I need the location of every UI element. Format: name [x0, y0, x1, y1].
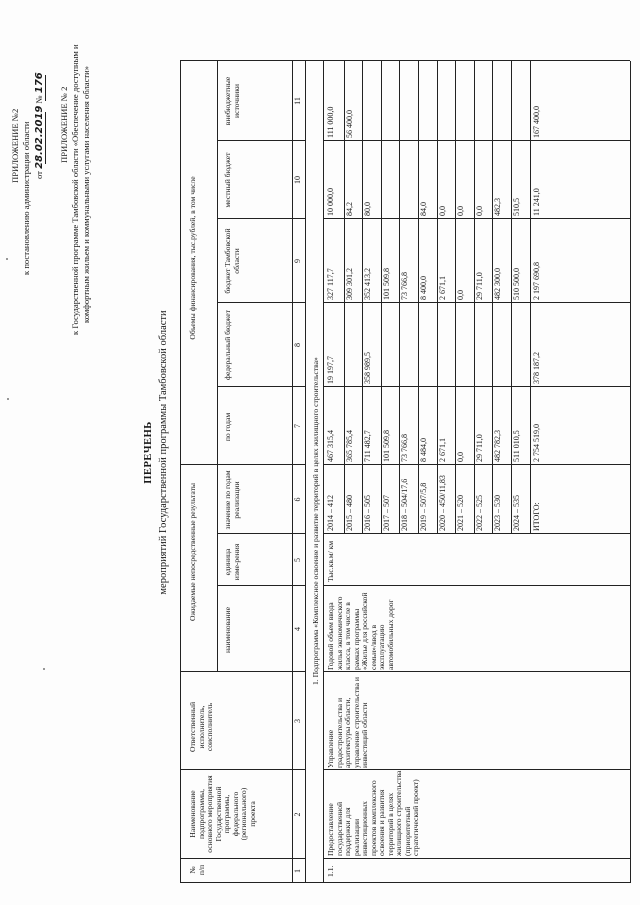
- row-year-value: 2019 – 507/5,8: [419, 482, 428, 531]
- grid-vline: [180, 464, 305, 465]
- fin-local-value: 84,2: [344, 202, 354, 216]
- grid-vline: [323, 218, 630, 219]
- grid-hline: [399, 61, 400, 534]
- itogo-label: ИТОГО:: [531, 502, 541, 531]
- grid-vline: [323, 302, 630, 303]
- fin-federal-value: 358 989,5: [363, 352, 373, 384]
- fin-regional-value: 73 766,8: [400, 272, 410, 300]
- row-result-unit: Тыс.кв.м/ км: [326, 540, 335, 582]
- row-result-name: Годовой объем ввода жилья экономического класса, в том числе в рамках программы «Жилье для российской семьи»/ввод в эксплуатацию автомобильных дорог: [326, 592, 395, 670]
- handwritten-number: 176: [34, 72, 45, 94]
- appendix-2-line2: к постановлению администрации области: [21, 121, 31, 275]
- col-fin-fed-header: федеральный бюджет: [223, 310, 232, 380]
- grid-hline: [323, 61, 324, 883]
- fin-local-value: 80,0: [363, 202, 373, 216]
- grid-hline: [437, 61, 438, 534]
- appendix-2-line1: ПРИЛОЖЕНИЕ №2: [10, 108, 20, 183]
- column-number: 9: [293, 259, 302, 263]
- fin-local-value: 482,3: [493, 198, 503, 216]
- col-fin-loc-header: местный бюджет: [223, 152, 232, 208]
- itogo-local: 11 241,0: [531, 188, 541, 216]
- itogo-total: 2 754 519,0: [531, 424, 541, 462]
- grid-right: [180, 60, 630, 61]
- grid-vline: [323, 386, 630, 387]
- col-fin-ext-header: внебюджетные источники: [223, 76, 241, 126]
- appendix-2-line3: от 28.02.2019 № 176: [34, 72, 45, 179]
- grid-vline: [180, 769, 305, 770]
- fin-total-value: 73 766,8: [400, 434, 410, 462]
- col-fin-reg-header: бюджет Тамбовской области: [223, 228, 241, 294]
- fin-local-value: 510,5: [512, 198, 521, 216]
- appendix-line1: ПРИЛОЖЕНИЕ № 2: [59, 86, 69, 163]
- column-number: 5: [293, 558, 302, 562]
- document-title: ПЕРЕЧЕНЬ: [143, 421, 154, 484]
- col-name-header: Наименование подпрограммы, основного мероприятия Государственной программы, федерального (регионального) проекта: [188, 775, 257, 853]
- grid-vline: [323, 140, 630, 141]
- col-results-header: Ожидаемые непосредственные результаты: [188, 483, 197, 621]
- col-res-value-header: значение по годам реализации: [223, 470, 241, 530]
- grid-hline: [305, 61, 306, 883]
- fin-total-value: 101 509,8: [381, 430, 391, 462]
- fin-regional-value: 309 301,2: [344, 268, 354, 300]
- fin-regional-value: 101 509,8: [381, 268, 391, 300]
- fin-local-value: 84,0: [419, 202, 428, 216]
- subprogram-title: 1. Подпрограмма «Комплексное освоение и развитие территорий в целях жилищного строительства»: [311, 357, 320, 685]
- row-year-value: 2014 – 412: [326, 495, 335, 531]
- row-year-value: 2018 – 504/17,6: [400, 478, 410, 531]
- fin-regional-value: 2 671,1: [437, 276, 447, 300]
- fin-external-value: 56 400,0: [344, 110, 354, 138]
- itogo-federal: 378 187,2: [531, 352, 541, 384]
- fin-external-value: 111 000,0: [326, 106, 335, 138]
- row-year-value: 2015 – 480: [344, 495, 354, 531]
- appendix-line3: комфортным жильем и коммунальными услугами населения области»: [81, 65, 91, 323]
- fin-local-value: 0,0: [456, 206, 466, 216]
- grid-vline: [323, 585, 630, 586]
- grid-vline: [323, 533, 630, 534]
- grid-vline: [323, 769, 630, 770]
- date-underline: [45, 112, 46, 164]
- appendix-line2: к Государственной программе Тамбовской области «Обеспечение доступным и: [70, 44, 80, 335]
- row-year-value: 2021 – 520: [456, 495, 466, 531]
- fin-regional-value: 327 117,7: [326, 268, 335, 300]
- column-number: 4: [293, 627, 302, 631]
- fin-total-value: 511 010,5: [512, 430, 521, 462]
- column-number: 8: [293, 343, 302, 347]
- grid-hline: [217, 61, 218, 672]
- grid-hline: [530, 61, 531, 534]
- column-number: 3: [293, 719, 302, 723]
- itogo-regional: 2 197 690,8: [531, 262, 541, 300]
- grid-hline: [418, 61, 419, 534]
- grid-hline: [381, 61, 382, 534]
- number-underline: [45, 75, 46, 101]
- fin-federal-value: 19 197,7: [326, 356, 335, 384]
- fin-local-value: 10 000,0: [326, 188, 335, 216]
- itogo-external: 167 400,0: [531, 106, 541, 138]
- fin-total-value: 467 315,4: [326, 430, 335, 462]
- fin-local-value: 0,0: [474, 206, 484, 216]
- grid-left: [180, 882, 630, 883]
- fin-total-value: 29 711,0: [474, 434, 484, 462]
- col-res-name-header: наименование: [223, 607, 232, 653]
- fin-total-value: 482 782,3: [493, 430, 503, 462]
- grid-top: [180, 61, 181, 883]
- grid-vline: [180, 671, 305, 672]
- column-number: 7: [293, 424, 302, 428]
- column-number: 2: [293, 812, 302, 817]
- fin-local-value: 0,0: [437, 206, 447, 216]
- grid-vline: [323, 858, 630, 859]
- grid-hline: [362, 61, 363, 534]
- row-year-value: 2024 – 535: [512, 495, 521, 531]
- fin-regional-value: 482 300,0: [493, 268, 503, 300]
- col-res-unit-header: единица изме-рения: [223, 543, 241, 581]
- column-number: 6: [293, 497, 302, 502]
- column-number: 1: [293, 869, 302, 873]
- grid-hline: [455, 61, 456, 534]
- grid-vline: [323, 671, 630, 672]
- grid-hline: [511, 61, 512, 534]
- grid-hline: [344, 61, 345, 534]
- grid-vline: [180, 858, 305, 859]
- row-year-value: 2016 – 505: [363, 495, 373, 531]
- row-measure-name: Предоставление государственной поддержки для реализации инвестиционных проектов комплексного освоения и развития территорий в целях жилищного строительства (приоритетный стратегический проект): [326, 770, 420, 856]
- grid-bottom: [630, 61, 631, 883]
- fin-total-value: 2 671,1: [437, 438, 447, 462]
- fin-regional-value: 29 711,0: [474, 272, 484, 300]
- fin-regional-value: 510 500,0: [512, 268, 521, 300]
- grid-hline: [474, 61, 475, 534]
- fin-total-value: 8 484,0: [419, 438, 428, 462]
- fin-total-value: 0,0: [456, 452, 466, 462]
- row-executor: Управление градостроительства и архитектуры области, управление строительства и инвестиций области: [326, 677, 369, 768]
- grid-hline: [292, 61, 293, 883]
- row-year-value: 2023 – 530: [493, 495, 503, 531]
- fin-regional-value: 352 413,2: [363, 268, 373, 300]
- col-no-header: № п/п: [188, 864, 206, 876]
- grid-hline: [492, 61, 493, 534]
- col-exec-header: Ответственный исполнитель, соисполнитель: [188, 701, 214, 753]
- col-fin-years-header: по годам: [223, 412, 232, 442]
- row-year-value: 2022 – 525: [474, 495, 484, 531]
- fin-regional-value: 8 400,0: [419, 276, 428, 300]
- column-number: 11: [293, 97, 302, 105]
- fin-total-value: 711 482,7: [363, 430, 373, 462]
- fin-regional-value: 0,0: [456, 290, 466, 300]
- column-number: 10: [293, 176, 302, 184]
- row-year-value: 2017 – 507: [381, 495, 391, 531]
- document-subtitle: мероприятий Государственной программы Тамбовской области: [158, 310, 169, 595]
- row-year-value: 2020 – 450/11,83: [437, 475, 447, 531]
- row-number: 1.1.: [326, 865, 335, 877]
- grid-vline: [323, 464, 630, 465]
- handwritten-date: 28.02.2019: [34, 105, 45, 169]
- fin-total-value: 365 785,4: [344, 430, 354, 462]
- col-fin-header: Объемы финансирования, тыс.рублей, в том числе: [188, 176, 197, 340]
